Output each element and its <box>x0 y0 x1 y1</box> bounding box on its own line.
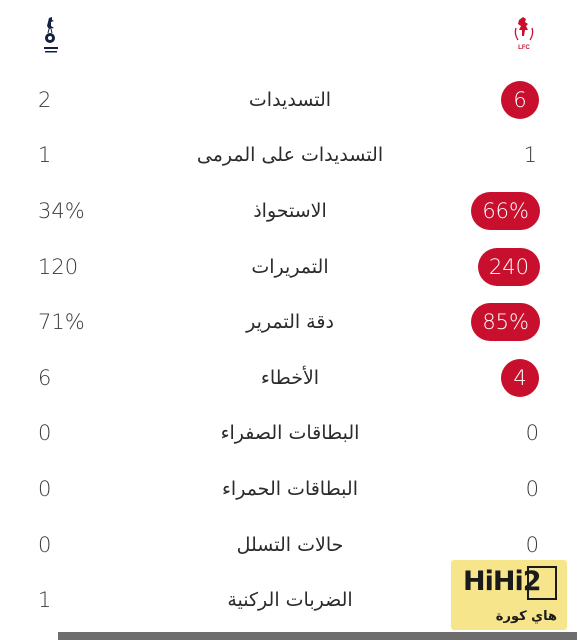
stat-row-red-cards <box>0 461 577 517</box>
home-value-badge: 240 <box>478 248 540 286</box>
away-value: 34% <box>38 198 85 223</box>
stat-label: البطاقات الحمراء <box>222 477 358 500</box>
away-value: 120 <box>38 254 79 279</box>
away-value: 0 <box>38 421 52 446</box>
svg-text:LFC: LFC <box>518 45 530 51</box>
watermark-subtitle: هاي كورة <box>495 609 557 624</box>
stat-label: حالات التسلل <box>236 533 344 556</box>
stat-label: البطاقات الصفراء <box>220 422 360 445</box>
stats-table <box>0 72 577 628</box>
away-value: 1 <box>38 588 52 613</box>
stat-row-pass-accuracy <box>0 294 577 350</box>
stat-row-passes <box>0 239 577 295</box>
stat-row-yellow-cards <box>0 406 577 462</box>
stat-label: الضربات الركنية <box>227 589 353 612</box>
home-value-badge: 4 <box>501 359 539 397</box>
spurs-crest-icon <box>40 16 62 56</box>
home-value: 0 <box>525 532 539 557</box>
stat-label: التمريرات <box>251 255 329 278</box>
home-value-badge: 6 <box>501 81 539 119</box>
stat-row-shots <box>0 72 577 128</box>
away-value: 6 <box>38 365 52 390</box>
bottom-bar <box>58 632 577 640</box>
away-value: 71% <box>38 310 85 335</box>
away-value: 2 <box>38 87 52 112</box>
stat-label: دقة التمرير <box>246 311 334 334</box>
watermark-logo: HiHi2 <box>463 566 541 597</box>
watermark-frame <box>527 566 557 600</box>
stat-label: التسديدات على المرمى <box>196 144 384 167</box>
hihi2-watermark <box>451 560 567 630</box>
stat-label: الاستحواذ <box>253 199 327 222</box>
away-value: 1 <box>38 143 52 168</box>
home-value-badge: 85% <box>471 303 540 341</box>
home-value-badge: 66% <box>471 192 540 230</box>
home-value: 0 <box>525 476 539 501</box>
stat-label: الأخطاء <box>260 366 320 389</box>
lfc-crest-icon <box>513 16 535 56</box>
stat-row-possession <box>0 183 577 239</box>
home-value: 0 <box>525 421 539 446</box>
stat-label: التسديدات <box>248 88 332 111</box>
stat-row-fouls <box>0 350 577 406</box>
away-value: 0 <box>38 476 52 501</box>
stat-row-shots-on-target <box>0 128 577 184</box>
away-value: 0 <box>38 532 52 557</box>
home-value: 1 <box>523 143 537 168</box>
